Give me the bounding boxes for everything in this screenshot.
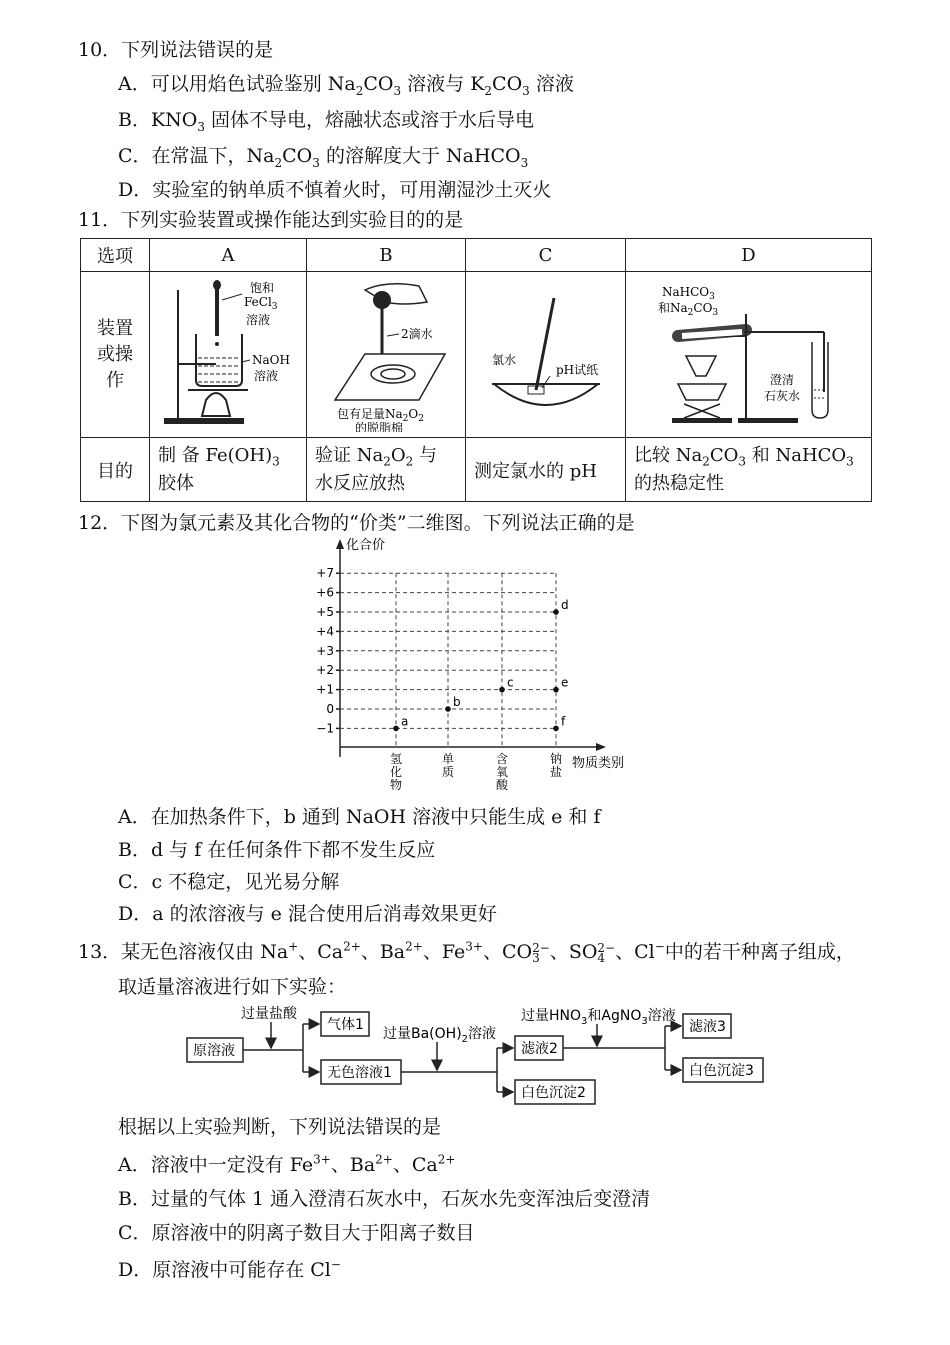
y-tick-label: 0 — [326, 702, 334, 716]
data-point — [445, 706, 451, 712]
y-tick-label: +1 — [316, 682, 334, 697]
flow-start: 原溶液 — [193, 1043, 235, 1059]
row-label-apparatus: 装置或操作 — [81, 272, 150, 438]
fig-b-label-3: 的脱脂棉 — [355, 421, 404, 432]
flow-reagent-1: 过量盐酸 — [241, 1006, 297, 1022]
apparatus-c-figure — [466, 272, 625, 432]
apparatus-b-figure — [307, 272, 465, 432]
fig-a-label-5: 溶液 — [254, 369, 279, 383]
x-category-label: 质 — [441, 765, 455, 779]
flow-filt2: 滤液2 — [521, 1041, 558, 1057]
x-category-label: 含 — [495, 752, 509, 766]
x-axis-label: 物质类别 — [572, 756, 625, 771]
q12-option-c: C．c 不稳定，见光易分解 — [118, 871, 340, 893]
header-d: D — [626, 239, 872, 272]
q11-stem: 11．下列实验装置或操作能达到实验目的的是 — [78, 209, 464, 231]
y-tick-label: +4 — [316, 624, 334, 639]
header-a: A — [150, 239, 307, 272]
q13-stem-line2: 取适量溶液进行如下实验： — [118, 976, 347, 998]
q13-option-d: D．原溶液中可能存在 Cl− — [118, 1257, 341, 1281]
x-category-label: 酸 — [495, 778, 509, 792]
fig-c-label-1: 氯水 — [492, 353, 517, 367]
header-c: C — [466, 239, 626, 272]
q13-option-b: B．过量的气体 1 通入澄清石灰水中，石灰水先变浑浊后变澄清 — [118, 1188, 651, 1210]
fig-d-label-4: 石灰水 — [764, 389, 801, 403]
fig-a-label-4: NaOH — [252, 353, 290, 367]
q11-table — [80, 238, 872, 502]
data-point — [553, 726, 559, 732]
y-tick-label: +3 — [316, 643, 334, 658]
apparatus-d-figure — [626, 272, 871, 432]
point-label: b — [453, 695, 461, 709]
apparatus-b-cell — [307, 272, 466, 438]
q12-option-d: D．a 的浓溶液与 e 混合使用后消毒效果更好 — [118, 903, 497, 925]
q10-option-b: B．$KNO_3$ 固体不导电，熔融状态或溶于水后导电 — [118, 109, 535, 134]
point-label: c — [507, 675, 514, 690]
point-label: f — [561, 714, 566, 729]
x-category-label: 化 — [389, 765, 403, 779]
q13-stem: 13．某无色溶液仅由 Na+、$Ca^{2+}$、$Ba^{2+}$、$Fe^{3+}$、CO2− 3 、SO2− 4 、Cl−中的若干种离子组成， — [78, 939, 855, 965]
point-label: d — [561, 598, 569, 612]
purpose-b: 验证 $Na_2O_2$ 与 水反应放热 — [307, 438, 466, 502]
apparatus-c-cell — [466, 272, 626, 438]
header-option: 选项 — [81, 239, 150, 272]
x-category-label: 盐 — [549, 765, 563, 779]
flow-ppt2: 白色沉淀2 — [521, 1085, 586, 1101]
q13-option-a: A．溶液中一定没有 $Fe^{3+}$、$Ba^{2+}$、$Ca^{2+}$ — [118, 1152, 456, 1176]
y-tick-label: +2 — [316, 663, 334, 678]
x-category-label: 物 — [389, 778, 403, 792]
fig-a-label-3: 溶液 — [246, 313, 271, 327]
flow-gas1: 气体1 — [327, 1017, 364, 1033]
fig-c-label-2: pH试纸 — [556, 363, 599, 377]
fig-a-label-2: FeCl$_3$ — [244, 295, 278, 312]
q13-option-c: C．原溶液中的阴离子数目大于阳离子数目 — [118, 1222, 475, 1244]
y-tick-label: +7 — [316, 566, 334, 581]
x-category-label: 氢 — [389, 752, 403, 766]
fig-d-label-2: 和$Na_2CO_3$ — [658, 301, 719, 318]
purpose-c: 测定氯水的 pH — [466, 438, 626, 502]
row-label-purpose: 目的 — [81, 438, 150, 502]
q10-option-c: C．在常温下，$Na_2CO_3$ 的溶解度大于 NaHCO$_3$ — [118, 145, 529, 170]
data-point — [553, 687, 559, 693]
flow-filt3: 滤液3 — [689, 1019, 726, 1035]
data-point — [499, 687, 505, 693]
apparatus-a-figure — [150, 272, 306, 432]
fig-b-label-1: 2滴水 — [401, 327, 433, 341]
q13-ask: 根据以上实验判断，下列说法错误的是 — [118, 1116, 442, 1138]
flow-reagent-3: 过量$HNO_3$和AgNO$_3$溶液 — [521, 1008, 676, 1027]
header-b: B — [307, 239, 466, 272]
fig-d-label-1: NaHCO$_3$ — [662, 285, 715, 302]
point-label: a — [401, 714, 409, 729]
point-label: e — [561, 675, 569, 690]
q12-option-b: B．d 与 f 在任何条件下都不发生反应 — [118, 839, 436, 861]
q13-flowchart — [185, 1002, 780, 1114]
apparatus-d-cell — [626, 272, 872, 438]
x-category-label: 钠 — [549, 752, 563, 766]
flow-ppt3: 白色沉淀3 — [689, 1063, 754, 1079]
q10-stem: 10．下列说法错误的是 — [78, 39, 274, 61]
flow-sol1: 无色溶液1 — [327, 1065, 392, 1081]
q10-option-d: D．实验室的钠单质不慎着火时，可用潮湿沙土灭火 — [118, 179, 552, 201]
fig-d-label-3: 澄清 — [770, 373, 795, 387]
fig-b-label-2: 包有足量$Na_2O_2$ — [337, 407, 424, 424]
apparatus-a-cell — [150, 272, 307, 438]
x-category-label: 单 — [441, 752, 455, 766]
fig-a-label-1: 饱和 — [250, 281, 275, 295]
purpose-a: 制 备 $Fe(OH)_3$ 胶体 — [150, 438, 307, 502]
data-point — [393, 726, 399, 732]
data-point — [553, 609, 559, 615]
purpose-d: 比较 $Na_2CO_3$ 和 NaHCO$_3$ 的热稳定性 — [626, 438, 872, 502]
y-tick-label: +5 — [316, 605, 334, 619]
flow-reagent-2: 过量$Ba(OH)_2$溶液 — [383, 1026, 497, 1045]
x-category-label: 氧 — [495, 765, 509, 779]
valence-class-chart — [290, 535, 650, 800]
y-axis-label: 化合价 — [346, 538, 386, 553]
y-tick-label: −1 — [316, 721, 334, 736]
q12-option-a: A．在加热条件下，b 通到 NaOH 溶液中只能生成 e 和 f — [118, 806, 601, 828]
q12-stem: 12．下图为氯元素及其化合物的“价类”二维图。下列说法正确的是 — [78, 512, 635, 534]
y-tick-label: +6 — [316, 585, 334, 600]
q10-option-a: A．可以用焰色试验鉴别 $Na_2CO_3$ 溶液与 $K_2CO_3$ 溶液 — [118, 73, 574, 98]
